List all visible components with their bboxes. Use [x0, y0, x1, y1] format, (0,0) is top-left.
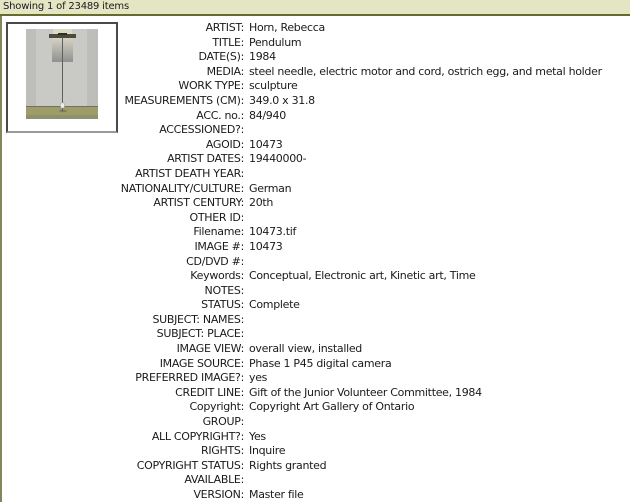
field-label: ACCESSIONED?: — [159, 123, 244, 137]
field-label: MEDIA: — [206, 64, 244, 78]
field-label: GROUP: — [202, 415, 244, 429]
field-value — [249, 123, 630, 138]
field-value: Conceptual, Electronic art, Kinetic art, Time — [249, 269, 476, 283]
field-label: Filename: — [193, 225, 244, 239]
field-row — [2, 371, 630, 386]
field-label: Keywords: — [190, 269, 244, 283]
field-label: AVAILABLE: — [184, 473, 244, 487]
field-row — [2, 400, 630, 415]
field-value: Master file — [249, 488, 304, 501]
field-row — [2, 255, 630, 270]
field-row — [2, 298, 630, 313]
field-value: 20th — [249, 196, 274, 210]
field-value: 84/940 — [249, 108, 286, 122]
field-row — [2, 196, 630, 211]
field-row — [2, 459, 630, 474]
field-label: SUBJECT: NAMES: — [152, 312, 244, 326]
field-value: Complete — [249, 298, 300, 312]
field-value: Horn, Rebecca — [249, 21, 325, 34]
field-label: ARTIST DATES: — [167, 152, 244, 166]
field-label: ACC. no.: — [196, 108, 244, 122]
field-label: CREDIT LINE: — [175, 385, 244, 399]
field-row — [2, 225, 630, 240]
field-row — [2, 327, 630, 342]
artwork-thumbnail[interactable] — [6, 22, 118, 133]
field-row — [2, 240, 630, 255]
field-label: SUBJECT: PLACE: — [156, 327, 244, 341]
field-value: Copyright Art Gallery of Ontario — [249, 400, 415, 414]
field-label: DATE(S): — [198, 50, 244, 64]
field-value: 19440000- — [249, 152, 307, 166]
field-row — [2, 313, 630, 328]
field-label: IMAGE #: — [194, 239, 244, 253]
field-value: overall view, installed — [249, 342, 362, 356]
field-row — [2, 342, 630, 357]
field-value: steel needle, electric motor and cord, ostrich egg, and metal holder — [249, 64, 602, 78]
artwork-photo — [26, 29, 98, 119]
field-label: IMAGE SOURCE: — [159, 356, 244, 370]
field-value: Phase 1 P45 digital camera — [249, 356, 392, 370]
field-label: TITLE: — [212, 35, 244, 49]
field-row — [2, 138, 630, 153]
field-label: AGOID: — [205, 137, 244, 151]
field-value — [249, 284, 630, 299]
field-row — [2, 211, 630, 226]
field-label: NATIONALITY/CULTURE: — [120, 181, 244, 195]
field-value: Rights granted — [249, 458, 327, 472]
field-row — [2, 167, 630, 182]
field-value: sculpture — [249, 79, 298, 93]
field-value: 1984 — [249, 50, 276, 64]
field-row — [2, 415, 630, 430]
field-row — [2, 444, 630, 459]
field-row — [2, 182, 630, 197]
field-row — [2, 269, 630, 284]
field-label: PREFERRED IMAGE?: — [135, 371, 244, 385]
field-label: STATUS: — [201, 298, 244, 312]
field-value — [249, 211, 630, 226]
field-label: RIGHTS: — [201, 444, 244, 458]
field-value: 10473.tif — [249, 225, 297, 239]
field-label: ARTIST DEATH YEAR: — [135, 166, 244, 180]
status-bar — [0, 0, 630, 16]
field-value — [249, 415, 630, 430]
status-text: Showing 1 of 23489 items — [3, 1, 129, 12]
photo-needle — [62, 38, 63, 111]
field-value: German — [249, 181, 292, 195]
field-row — [2, 430, 630, 445]
field-value: 349.0 x 31.8 — [249, 93, 315, 107]
field-value — [249, 167, 630, 182]
field-value — [249, 313, 630, 328]
field-value — [249, 255, 630, 270]
field-label: VERSION: — [193, 488, 244, 501]
field-label: MEASUREMENTS (CM): — [124, 93, 244, 107]
field-label: COPYRIGHT STATUS: — [136, 458, 244, 472]
field-row — [2, 488, 630, 502]
field-value: 10473 — [249, 239, 283, 253]
field-label: ALL COPYRIGHT?: — [151, 429, 244, 443]
field-label: NOTES: — [204, 283, 244, 297]
field-label: IMAGE VIEW: — [176, 342, 244, 356]
field-value — [249, 327, 630, 342]
field-label: WORK TYPE: — [178, 79, 244, 93]
field-value: 10473 — [249, 137, 283, 151]
record-detail-panel — [0, 16, 630, 502]
field-label: ARTIST CENTURY: — [153, 196, 244, 210]
field-value: yes — [249, 371, 268, 385]
field-label: ARTIST: — [205, 21, 244, 34]
field-value: Inquire — [249, 444, 286, 458]
field-row — [2, 386, 630, 401]
field-value: Gift of the Junior Volunteer Committee, 1984 — [249, 385, 482, 399]
photo-egg — [60, 103, 64, 109]
field-value: Yes — [249, 429, 266, 443]
field-value — [249, 473, 630, 488]
field-row — [2, 284, 630, 299]
field-value: Pendulum — [249, 35, 302, 49]
field-row — [2, 473, 630, 488]
field-row — [2, 357, 630, 372]
field-row — [2, 152, 630, 167]
field-label: CD/DVD #: — [186, 254, 244, 268]
field-label: OTHER ID: — [189, 210, 244, 224]
field-label: Copyright: — [189, 400, 244, 414]
